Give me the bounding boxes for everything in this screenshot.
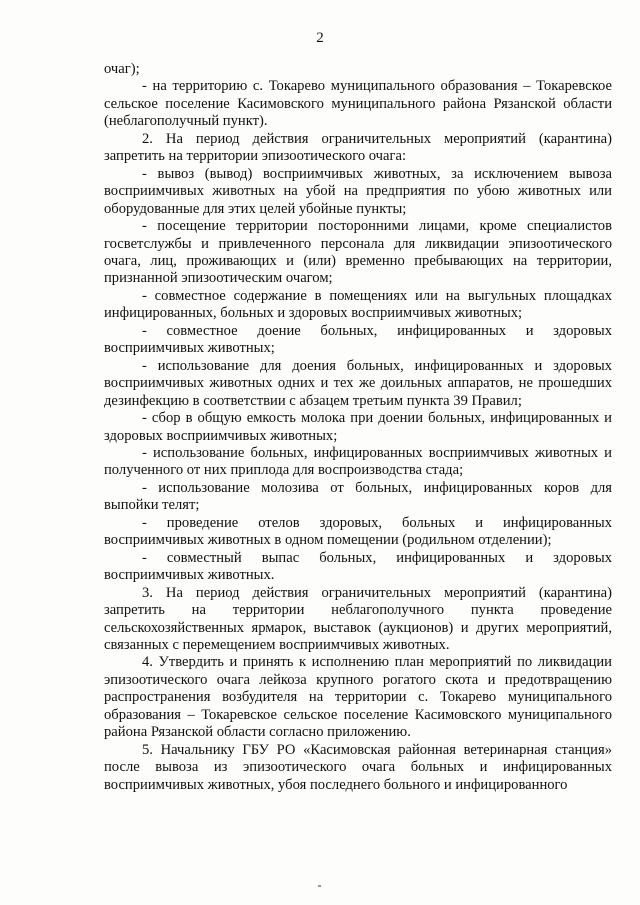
- paragraph-ban-breeding-use: - использование больных, инфицированных восприимчивых животных и полученного от них приплода для воспроизводства стада;: [104, 444, 612, 479]
- paragraph-item-2: 2. На период действия ограничительных мероприятий (карантина) запретить на территории эпизоотического очага:: [104, 130, 612, 165]
- paragraph-ban-visits: - посещение территории посторонними лицами, кроме специалистов госветслужбы и привлеченного персонала для ликвидации эпизоотического очага, лиц, проживающих и (или) временно пребывающих на территории, признанной эпизоотическим очагом;: [104, 218, 612, 287]
- paragraph-ban-colostrum: - использование молозива от больных, инфицированных коров для выпойки телят;: [104, 479, 612, 514]
- paragraph-ban-shared-milking-machines: - использование для доения больных, инфицированных и здоровых восприимчивых животных одних и тех же доильных аппаратов, не прошедших дезинфекцию в соответствии с абзацем третьим пункта 39 Правил;: [104, 357, 612, 409]
- paragraph-ban-joint-grazing: - совместный выпас больных, инфицированных и здоровых восприимчивых животных.: [104, 549, 612, 584]
- page-number: 2: [316, 30, 324, 46]
- document-body: [104, 61, 612, 794]
- paragraph-tokarevo-territory: - на территорию с. Токарево муниципального образования – Токаревское сельское поселение Касимовского муниципального района Рязанской области (неблагополучный пункт).: [104, 78, 612, 130]
- paragraph-ban-common-milk-container: - сбор в общую емкость молока при доении больных, инфицированных и здоровых восприимчивых животных;: [104, 410, 612, 444]
- paragraph-item-3: 3. На период действия ограничительных мероприятий (карантина) запретить на территории неблагополучного пункта проведение сельскохозяйственных ярмарок, выставок (аукционов) и других мероприятий, связанных с перемещением восприимчивых животных.: [104, 584, 612, 653]
- paragraph-continuation: очаг);: [104, 61, 140, 77]
- paragraph-ban-joint-milking: - совместное доение больных, инфицированных и здоровых восприимчивых животных;: [104, 322, 612, 357]
- paragraph-ban-export: - вывоз (вывод) восприимчивых животных, за исключением вывоза восприимчивых животных на убой на предприятия по убою животных или оборудованные для этих целей убойные пункты;: [104, 165, 612, 217]
- paragraph-item-4: 4. Утвердить и принять к исполнению план мероприятий по ликвидации эпизоотического очага лейкоза крупного рогатого скота и предотвращению распространения возбудителя на территории с. Токарево муниципального образования – Токаревское сельское поселение Касимовского муниципального района Рязанской области согласно приложению.: [104, 654, 612, 741]
- scan-speck: [318, 885, 321, 887]
- paragraph-ban-joint-keeping: - совместное содержание в помещениях или на выгульных площадках инфицированных, больных и здоровых восприимчивых животных;: [104, 287, 612, 322]
- paragraph-ban-joint-calving: - проведение отелов здоровых, больных и инфицированных восприимчивых животных в одном помещении (родильном отделении);: [104, 514, 612, 549]
- paragraph-item-5: 5. Начальнику ГБУ РО «Касимовская районная ветеринарная станция» после вывоза из эпизоотического очага больных и инфицированных восприимчивых животных, убоя последнего больного и инфицированного: [104, 741, 612, 793]
